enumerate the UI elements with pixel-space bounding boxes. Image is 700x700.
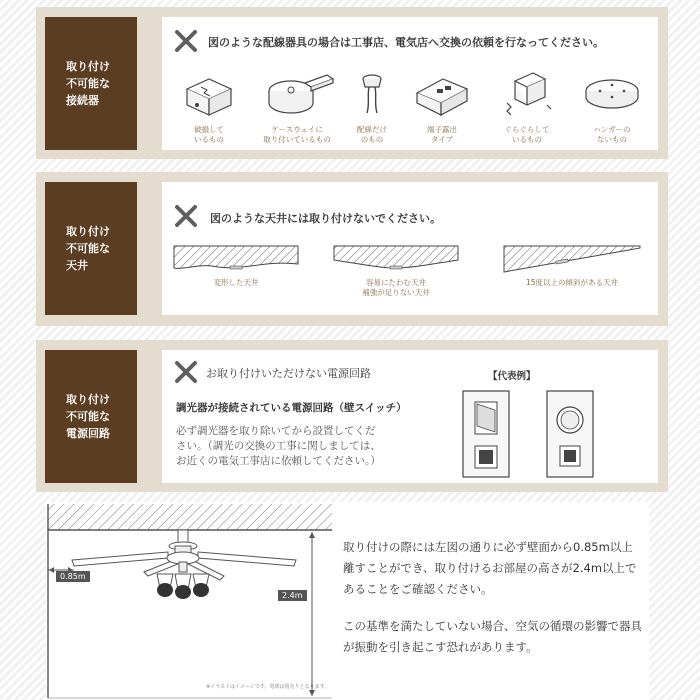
notice-paragraph-1: 取り付けの際には左図の通りに必ず壁面から0.85m以上離すことができ、取り付けるお部屋の高さが2.4m以上であることをご確認ください。 <box>343 540 637 596</box>
wall-distance-label: 0.85m <box>56 571 90 582</box>
section-label-box <box>45 182 137 315</box>
x-mark-icon <box>174 360 198 384</box>
no-hanger-icon <box>580 69 644 121</box>
notice-paragraph-2: この基準を満たしていない場合、空気の循環の影響で器具が振動を引き起こす恐れがあります。 <box>343 619 642 654</box>
section-ceilings <box>36 172 668 326</box>
item-caption: 破損して いるもの <box>194 125 224 144</box>
item-exposed-terminal <box>402 69 482 145</box>
ceiling-sloped <box>502 242 642 288</box>
item-caseway <box>252 69 342 145</box>
item-bare-wire <box>342 69 402 145</box>
section-headline: お取り付けいただけない電源回路 <box>206 367 371 380</box>
deformed-ceiling-icon <box>172 242 300 274</box>
broken-fixture-icon <box>179 69 239 121</box>
dimmer-subhead: 調光器が接続されている電源回路（壁スイッチ） <box>176 402 407 414</box>
item-caption: ケースウェイに 取り付いているもの <box>263 125 331 144</box>
item-broken <box>174 69 244 145</box>
fineprint: ※イラストはイメージです。電球は別売りとなります。 <box>206 684 330 690</box>
section-panel <box>162 17 658 150</box>
bare-wire-icon <box>352 69 392 121</box>
wall-switch-rocker-icon <box>462 390 510 478</box>
section-headline: 図のような天井には取り付けないでください。 <box>210 212 441 225</box>
ceiling-caption: 変形した天井 <box>213 278 259 287</box>
bending-ceiling-icon <box>332 242 460 274</box>
section-fixtures <box>36 7 668 159</box>
section-power-circuit <box>36 340 668 492</box>
ceiling-caption: 15度以上の傾斜がある天井 <box>525 278 619 287</box>
fan-clearance-diagram <box>46 502 336 700</box>
section-headline: 図のような配線器具の場合は工事店、電気店へ交換の依頼を行なってください。 <box>208 36 604 49</box>
item-caption: 配線だけ のもの <box>357 125 387 144</box>
item-no-hanger <box>572 69 652 145</box>
item-caption: ぐらぐらして いるもの <box>504 125 550 144</box>
exposed-terminal-icon <box>411 69 473 121</box>
section-label-box <box>45 350 137 483</box>
item-caption: ハンガーの ないもの <box>593 125 631 144</box>
ceiling-deformed <box>172 242 300 288</box>
item-caption: 端子露出 タイプ <box>427 125 457 144</box>
caseway-fixture-icon <box>257 69 337 121</box>
ceiling-caption: 容易にたわむ天井 補強が足りない天井 <box>362 278 430 297</box>
installation-clearance-panel <box>46 502 649 700</box>
section-label: 取り付け 不可能な 電源回路 <box>66 393 110 440</box>
height-label: 2.4m <box>278 590 307 601</box>
example-label: 【代表例】 <box>488 371 536 382</box>
loose-fixture-icon <box>501 69 553 121</box>
notice-text <box>343 537 643 674</box>
x-mark-icon <box>174 204 198 228</box>
section-label-box <box>45 17 137 150</box>
sloped-ceiling-icon <box>502 242 642 274</box>
x-mark-icon <box>174 29 198 53</box>
item-loose <box>487 69 567 145</box>
dimmer-body: 必ず調光器を取り除いてから設置してくだ さい。（調光の交換の工事に関しましては、 お近くの電気工事店に依頼してください。） <box>176 425 381 467</box>
ceiling-bending <box>332 242 460 298</box>
section-label: 取り付け 不可能な 接続器 <box>66 60 110 107</box>
section-label: 取り付け 不可能な 天井 <box>66 225 110 272</box>
section-panel <box>162 350 658 483</box>
wall-switch-dimmer-icon <box>546 390 594 478</box>
section-panel <box>162 182 658 315</box>
